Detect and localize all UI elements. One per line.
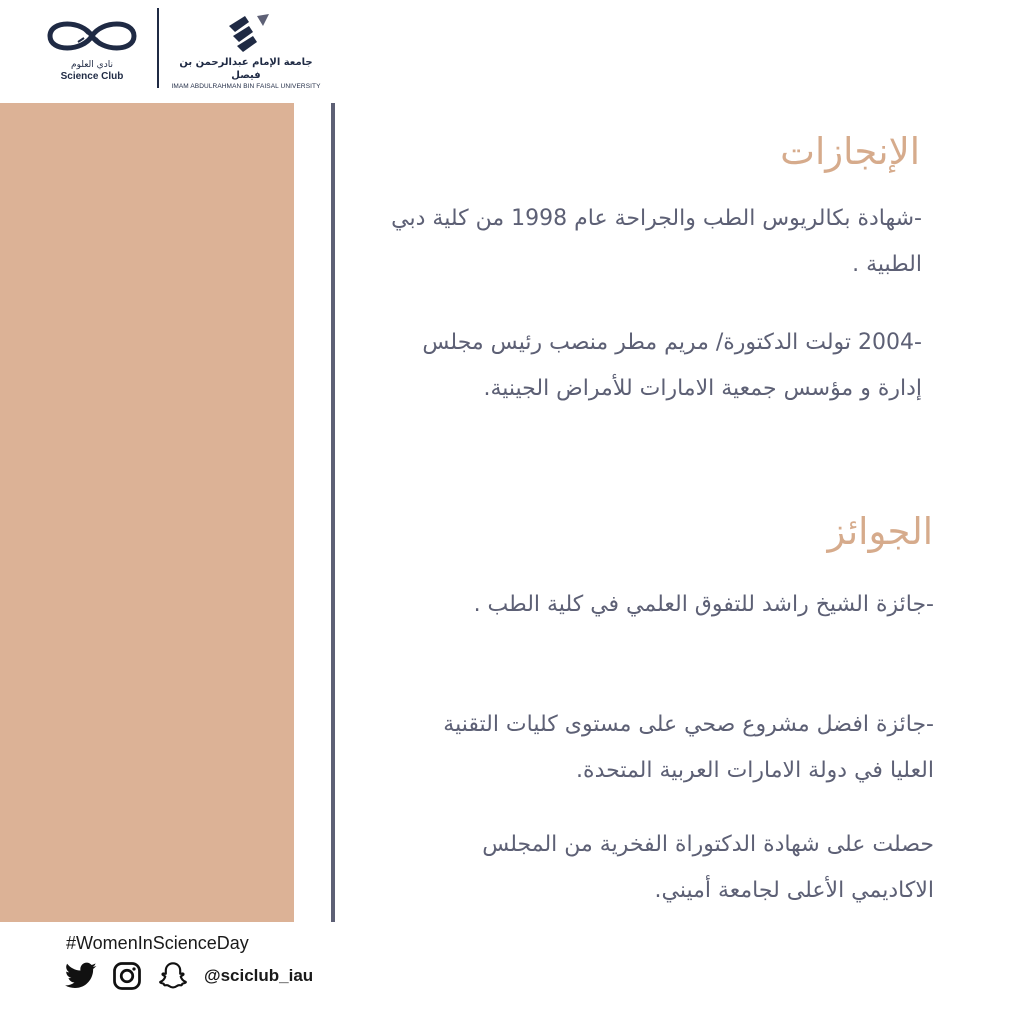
awards-heading: الجوائز	[827, 510, 933, 553]
achievement-item: -2004 تولت الدكتورة/ مريم مطر منصب رئيس مجلس إدارة و مؤسس جمعية الامارات للأمراض الجينية.	[422, 330, 922, 401]
achievements-heading: الإنجازات	[780, 130, 920, 173]
university-english-name: IMAM ABDULRAHMAN BIN FAISAL UNIVERSITY	[171, 83, 321, 90]
award-item: حصلت على شهادة الدكتوراة الفخرية من المجلس الاكاديمي الأعلى لجامعة أميني.	[482, 832, 934, 903]
twitter-icon[interactable]	[64, 959, 98, 993]
university-logo	[168, 12, 324, 90]
header-divider	[157, 8, 159, 88]
infinity-logo-icon	[42, 14, 142, 58]
award-item: -جائزة افضل مشروع صحي على مستوى كليات التقنية العليا في دولة الامارات العربية المتحدة.	[443, 712, 934, 783]
achievement-item: -شهادة بكالريوس الطب والجراحة عام 1998 من كلية دبي الطبية .	[391, 206, 922, 277]
instagram-icon[interactable]	[110, 959, 144, 993]
university-emblem-icon	[219, 12, 273, 52]
university-arabic-name: جامعة الإمام عبدالرحمن بن فيصل	[179, 57, 313, 81]
social-links	[64, 958, 313, 994]
hashtag-text: #WomenInScienceDay	[66, 933, 249, 953]
science-club-english-name: Science Club	[60, 71, 124, 82]
social-handle[interactable]: @sciclub_iau	[204, 966, 314, 985]
science-club-logo	[40, 14, 144, 88]
award-item: -جائزة الشيخ راشد للتفوق العلمي في كلية الطب .	[473, 592, 934, 617]
content-divider	[331, 103, 335, 922]
science-club-arabic-name: نادي العلوم	[71, 60, 113, 70]
snapchat-icon[interactable]	[156, 959, 190, 993]
decorative-side-panel	[0, 103, 294, 922]
